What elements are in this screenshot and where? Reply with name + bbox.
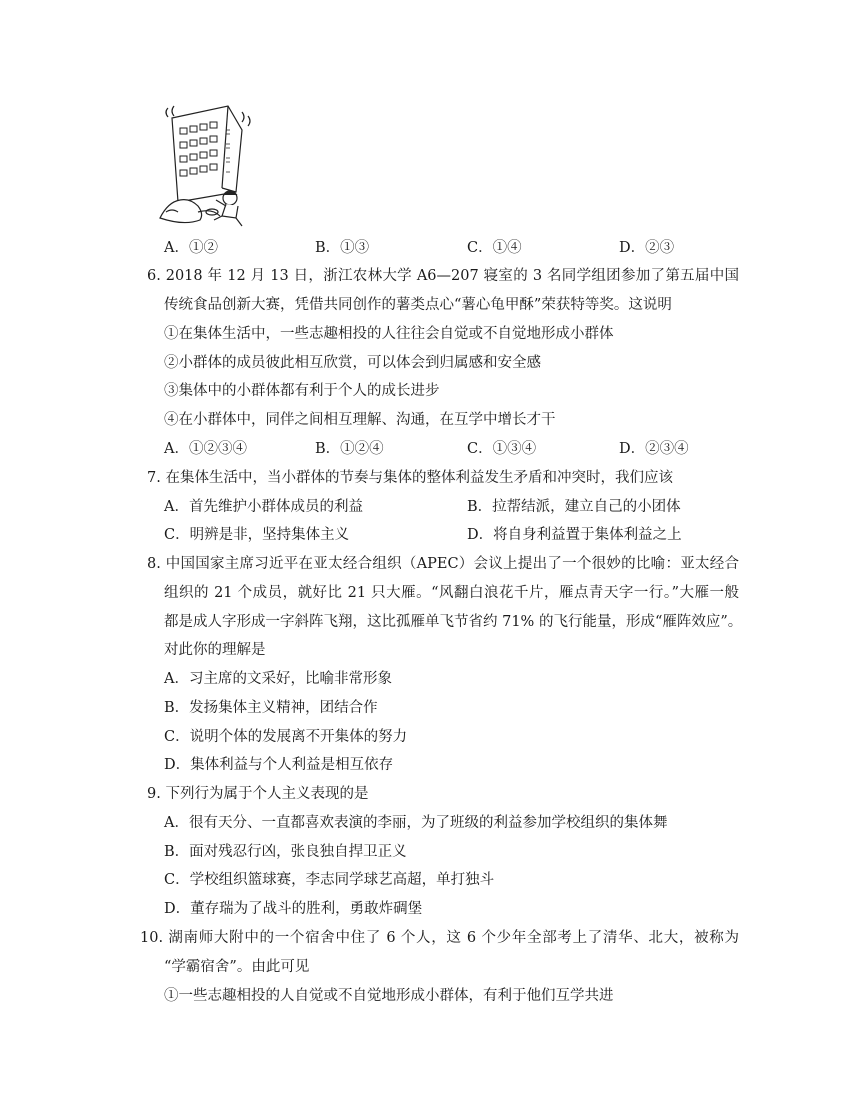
q10-stem-line1: 10. 湖南师大附中的一个宿舍中住了 6 个人，这 6 个少年全部考上了清华、北大，被称为 (140, 930, 739, 946)
q6-option-d: D．②③④ (619, 441, 689, 457)
q7-option-b: B．拉帮结派，建立自己的小团体 (467, 499, 681, 515)
q7-option-c: C．明辨是非，坚持集体主义 (164, 527, 350, 543)
q6-stem-line1: 6. 2018 年 12 月 13 日，浙江农林大学 A6—207 寝室的 3 名同学组团参加了第五届中国 (147, 268, 739, 284)
q9-option-c: C．学校组织篮球赛，李志同学球艺高超，单打独斗 (164, 872, 495, 888)
q5-option-d: D．②③ (619, 240, 675, 256)
q6-option-c: C．①③④ (467, 441, 537, 457)
q9-option-b: B．面对残忍行凶，张良独自捍卫正义 (164, 844, 407, 860)
q9-option-a: A．很有天分、一直都喜欢表演的李丽，为了班级的利益参加学校组织的集体舞 (164, 815, 668, 831)
q5-option-a: A．①② (164, 240, 218, 256)
q8-stem-line2: 组织的 21 个成员，就好比 21 只大雁。“风翻白浪花千片，雁点青天字一行。”大雁一般 (164, 585, 739, 601)
q9-stem: 9. 下列行为属于个人主义表现的是 (147, 786, 369, 802)
q10-item-1: ①一些志趣相投的人自觉或不自觉地形成小群体，有利于他们互学共进 (164, 988, 614, 1004)
cartoon-illustration (150, 100, 255, 232)
q8-stem-line1: 8. 中国国家主席习近平在亚太经合组织（APEC）会议上提出了一个很妙的比喻：亚太经合 (147, 556, 739, 572)
q10-stem-line2: “学霸宿舍”。由此可见 (164, 959, 310, 975)
q8-option-d: D．集体利益与个人利益是相互依存 (164, 757, 394, 773)
q6-item-1: ①在集体生活中，一些志趣相投的人往往会自觉或不自觉地形成小群体 (164, 326, 614, 342)
q9-option-d: D．董存瑞为了战斗的胜利，勇敢炸碉堡 (164, 901, 423, 917)
q5-option-b: B．①③ (315, 240, 370, 256)
q6-stem-line2: 传统食品创新大赛，凭借共同创作的薯类点心“薯心龟甲酥”荣获特等奖。这说明 (164, 297, 672, 313)
q5-option-c: C．①④ (467, 240, 522, 256)
q8-stem-line4: 对此你的理解是 (164, 642, 266, 658)
q6-item-4: ④在小群体中，同伴之间相互理解、沟通，在互学中增长才干 (164, 412, 556, 428)
q6-item-3: ③集体中的小群体都有利于个人的成长进步 (164, 383, 440, 399)
q7-option-a: A．首先维护小群体成员的利益 (164, 499, 363, 515)
q6-item-2: ②小群体的成员彼此相互欣赏，可以体会到归属感和安全感 (164, 355, 541, 371)
q7-stem: 7. 在集体生活中，当小群体的节奏与集体的整体利益发生矛盾和冲突时，我们应该 (147, 470, 673, 486)
q6-option-a: A．①②③④ (164, 441, 247, 457)
q8-option-a: A．习主席的文采好，比喻非常形象 (164, 671, 392, 687)
q8-stem-line3: 都是成人字形成一字斜阵飞翔，这比孤雁单飞节省约 71% 的飞行能量，形成“雁阵效应”。 (164, 614, 743, 630)
q6-option-b: B．①②④ (315, 441, 384, 457)
q8-option-c: C．说明个体的发展离不开集体的努力 (164, 729, 408, 745)
q7-option-d: D．将自身利益置于集体利益之上 (467, 527, 682, 543)
q8-option-b: B．发扬集体主义精神，团结合作 (164, 700, 378, 716)
